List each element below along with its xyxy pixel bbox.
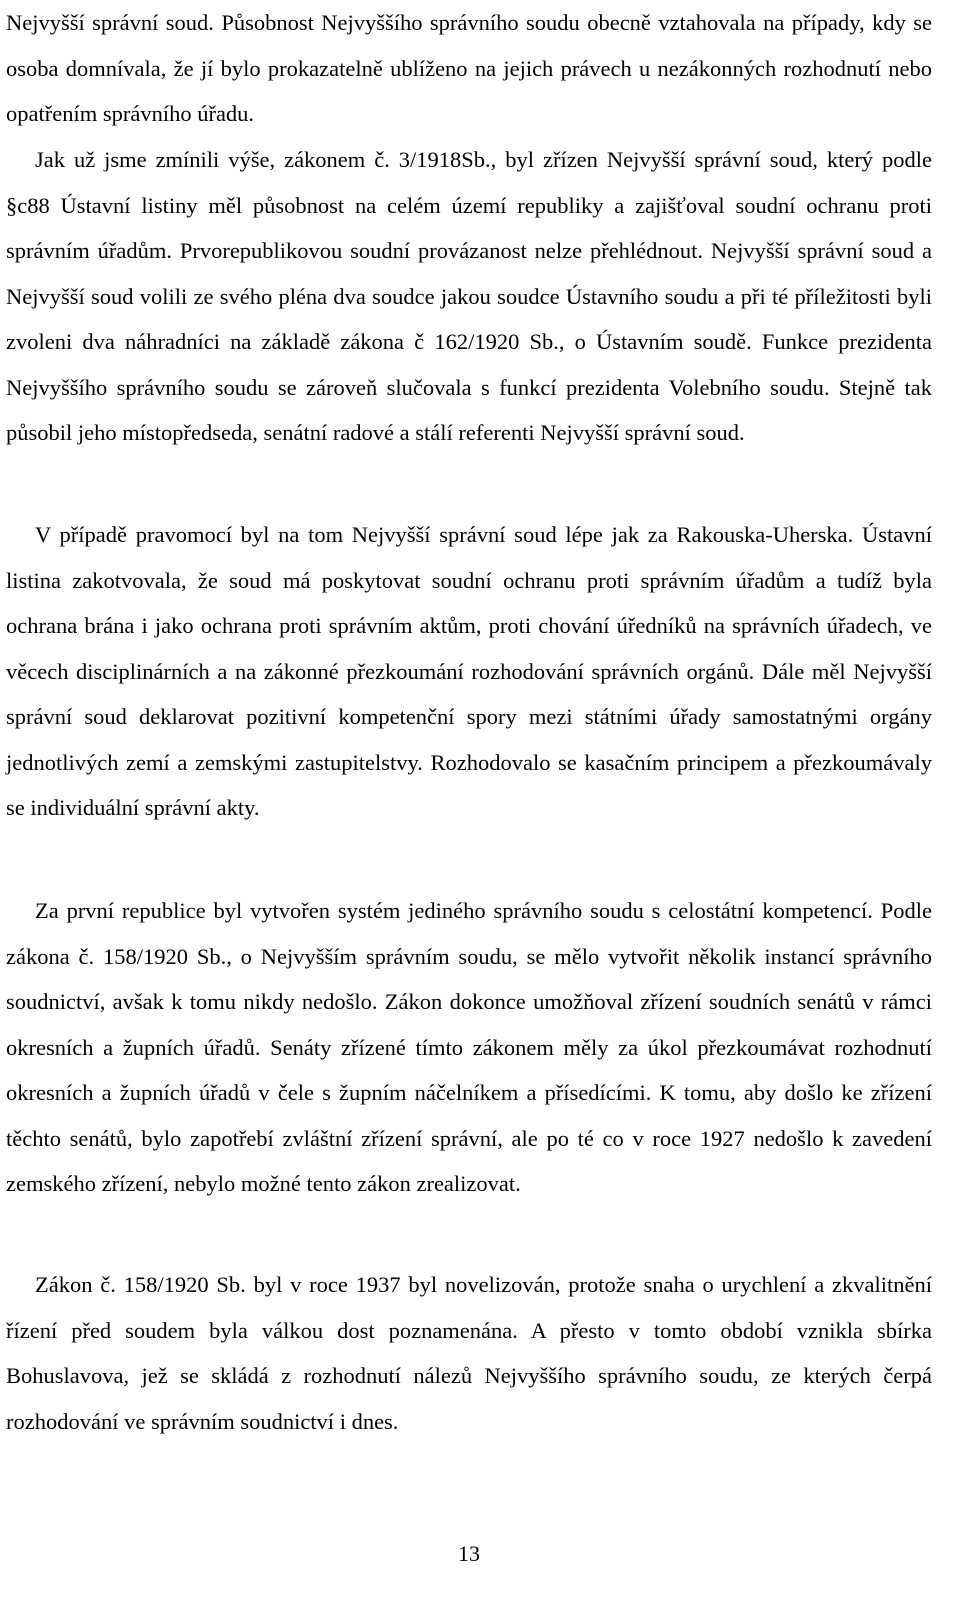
- page-number: 13: [458, 1541, 480, 1566]
- paragraph-block-4: [6, 888, 932, 1207]
- paragraph-1: Nejvyšší správní soud. Působnost Nejvyššího správního soudu obecně vztahovala na případy, kdy se osoba domnívala, že jí bylo prokazatelně ublíženo na jejich právech u nezákonných rozhodnutí nebo opatřením správního úřadu.: [6, 10, 932, 126]
- paragraph-5: Zákon č. 158/1920 Sb. byl v roce 1937 byl novelizován, protože snaha o urychlení a zkvalitnění řízení před soudem byla válkou dost poznamenána. A přesto v tomto období vznikla sbírka Bohuslavova, jež se skládá z rozhodnutí nálezů Nejvyššího správního soudu, ze kterých čerpá rozhodování ve správním soudnictví i dnes.: [6, 1272, 932, 1434]
- paragraph-block-3: [6, 512, 932, 831]
- paragraph-3: V případě pravomocí byl na tom Nejvyšší správní soud lépe jak za Rakouska-Uherska. Ústavní listina zakotvovala, že soud má poskytovat soudní ochranu proti správním úřadům a tudíž byla ochrana brána i jako ochrana proti správním aktům, proti chování úředníků na správních úřadech, ve věcech disciplinárních a na zákonné přezkoumání rozhodování správních orgánů. Dále měl Nejvyšší správní soud deklarovat pozitivní kompetenční spory mezi státními úřady samostatnými orgány jednotlivých zemí a zemskými zastupitelstvy. Rozhodovalo se kasačním principem a přezkoumávaly se individuální správní akty.: [6, 522, 932, 820]
- paragraph-block-1: [6, 0, 932, 137]
- paragraph-2: Jak už jsme zmínili výše, zákonem č. 3/1918Sb., byl zřízen Nejvyšší správní soud, který podle §c88 Ústavní listiny měl působnost na celém území republiky a zajišťoval soudní ochranu proti správním úřadům. Prvorepublikovou soudní provázanost nelze přehlédnout. Nejvyšší správní soud a Nejvyšší soud volili ze svého pléna dva soudce jakou soudce Ústavního soudu a při té příležitosti byli zvoleni dva náhradníci na základě zákona č 162/1920 Sb., o Ústavním soudě. Funkce prezidenta Nejvyššího správního soudu se zároveň slučovala s funkcí prezidenta Volebního soudu. Stejně tak působil jeho místopředseda, senátní radové a stálí referenti Nejvyšší správní soud.: [6, 147, 932, 445]
- paragraph-block-2: [6, 137, 932, 456]
- paragraph-4: Za první republice byl vytvořen systém jediného správního soudu s celostátní kompetencí. Podle zákona č. 158/1920 Sb., o Nejvyšším správním soudu, se mělo vytvořit několik instancí správního soudnictví, avšak k tomu nikdy nedošlo. Zákon dokonce umožňoval zřízení soudních senátů v rámci okresních a župních úřadů. Senáty zřízené tímto zákonem měly za úkol přezkoumávat rozhodnutí okresních a župních úřadů v čele s župním náčelníkem a přísedícími. K tomu, aby došlo ke zřízení těchto senátů, bylo zapotřebí zvláštní zřízení správní, ale po té co v roce 1927 nedošlo k zavedení zemského zřízení, nebylo možné tento zákon zrealizovat.: [6, 898, 932, 1196]
- paragraph-block-5: [6, 1262, 932, 1444]
